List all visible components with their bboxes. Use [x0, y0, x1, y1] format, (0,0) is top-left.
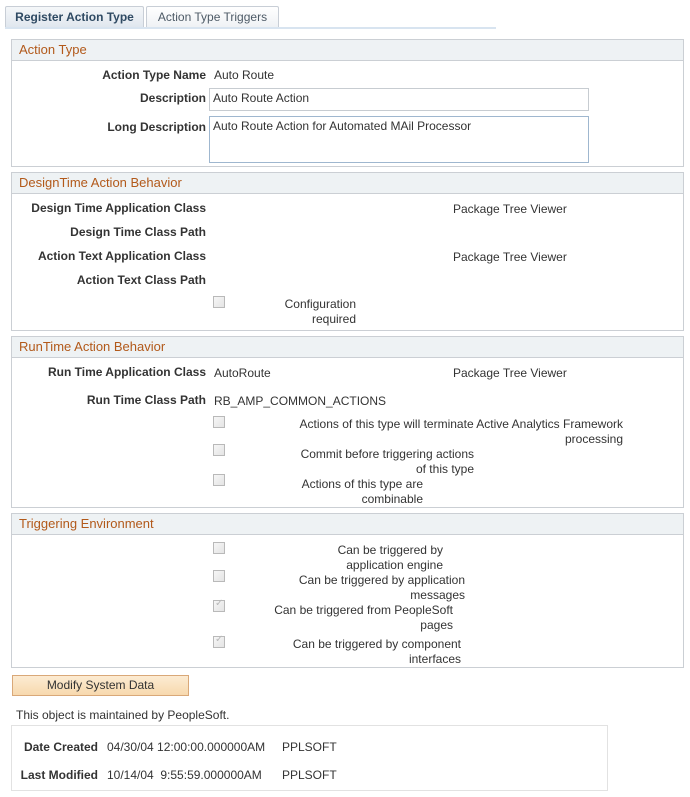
label-line: Can be triggered by component [292, 637, 461, 651]
section-header: DesignTime Action Behavior [12, 173, 683, 194]
run-time-class-path-label: Run Time Class Path [86, 393, 206, 407]
action-text-class-path-label: Action Text Class Path [76, 273, 206, 287]
label-line: of this type [415, 462, 474, 476]
checkmark-icon: ✓ [215, 598, 224, 609]
trigger-component-interfaces-label [250, 637, 461, 667]
last-modified-label: Last Modified [20, 768, 98, 782]
package-tree-viewer-link[interactable]: Package Tree Viewer [453, 250, 567, 264]
combinable-checkbox[interactable] [213, 474, 225, 486]
terminate-aaf-checkbox[interactable] [213, 416, 225, 428]
trigger-peoplesoft-pages-checkbox[interactable] [213, 600, 225, 612]
long-description-label: Long Description [107, 120, 206, 134]
description-input[interactable]: Auto Route Action [209, 88, 589, 111]
long-description-textarea[interactable]: Auto Route Action for Automated MAil Processor [209, 116, 589, 163]
label-line: Actions of this type will terminate Active Analytics Framework [299, 417, 623, 431]
package-tree-viewer-link[interactable]: Package Tree Viewer [453, 366, 567, 380]
trigger-app-engine-label [250, 543, 443, 573]
action-type-name-label: Action Type Name [102, 68, 206, 82]
date-created-label: Date Created [23, 740, 98, 754]
label-line: Can be triggered from PeopleSoft [274, 603, 453, 617]
action-text-app-class-label: Action Text Application Class [37, 249, 206, 263]
label-line: messages [410, 588, 465, 602]
commit-before-trigger-label [280, 447, 474, 477]
configuration-required-checkbox[interactable] [213, 296, 225, 308]
date-created-value: 04/30/04 12:00:00.000000AM [107, 740, 266, 754]
design-time-class-path-label: Design Time Class Path [70, 225, 206, 239]
commit-before-trigger-checkbox[interactable] [213, 444, 225, 456]
trigger-peoplesoft-pages-label [250, 603, 453, 633]
trigger-app-messages-checkbox[interactable] [213, 570, 225, 582]
label-line: Can be triggered by application [298, 573, 465, 587]
modified-by-value: PPLSOFT [282, 768, 337, 782]
created-by-value: PPLSOFT [282, 740, 337, 754]
label-line: Configuration [284, 297, 356, 311]
trigger-app-engine-checkbox[interactable] [213, 542, 225, 554]
label-line: pages [420, 618, 453, 632]
action-type-name-value: Auto Route [214, 68, 275, 82]
trigger-component-interfaces-checkbox[interactable] [213, 636, 225, 648]
section-header: Action Type [12, 40, 683, 61]
terminate-aaf-label [280, 417, 623, 447]
label-line: interfaces [408, 652, 461, 666]
label-line: Commit before triggering actions [300, 447, 474, 461]
description-label: Description [139, 91, 206, 105]
modify-system-data-button[interactable]: Modify System Data [12, 675, 189, 696]
design-time-app-class-label: Design Time Application Class [31, 201, 206, 215]
label-line: Can be triggered by [337, 543, 443, 557]
maintained-by-text: This object is maintained by PeopleSoft. [16, 708, 230, 722]
run-time-class-path-value: RB_AMP_COMMON_ACTIONS [214, 394, 387, 408]
run-time-app-class-label: Run Time Application Class [47, 365, 206, 379]
label-line: processing [564, 432, 623, 446]
trigger-app-messages-label [250, 573, 465, 603]
tab-action-type-triggers[interactable]: Action Type Triggers [146, 6, 279, 28]
tab-register-action-type[interactable]: Register Action Type [5, 6, 144, 28]
tab-underline [5, 27, 496, 29]
package-tree-viewer-link[interactable]: Package Tree Viewer [453, 202, 567, 216]
label-line: required [311, 312, 356, 326]
run-time-app-class-value: AutoRoute [214, 366, 271, 380]
section-header: RunTime Action Behavior [12, 337, 683, 358]
label-line: application engine [346, 558, 443, 572]
last-modified-value: 10/14/04 9:55:59.000000AM [107, 768, 262, 782]
section-header: Triggering Environment [12, 514, 683, 535]
checkmark-icon: ✓ [215, 634, 224, 645]
configuration-required-label [236, 297, 356, 327]
combinable-label [280, 477, 423, 507]
label-line: combinable [361, 492, 423, 506]
label-line: Actions of this type are [301, 477, 423, 491]
